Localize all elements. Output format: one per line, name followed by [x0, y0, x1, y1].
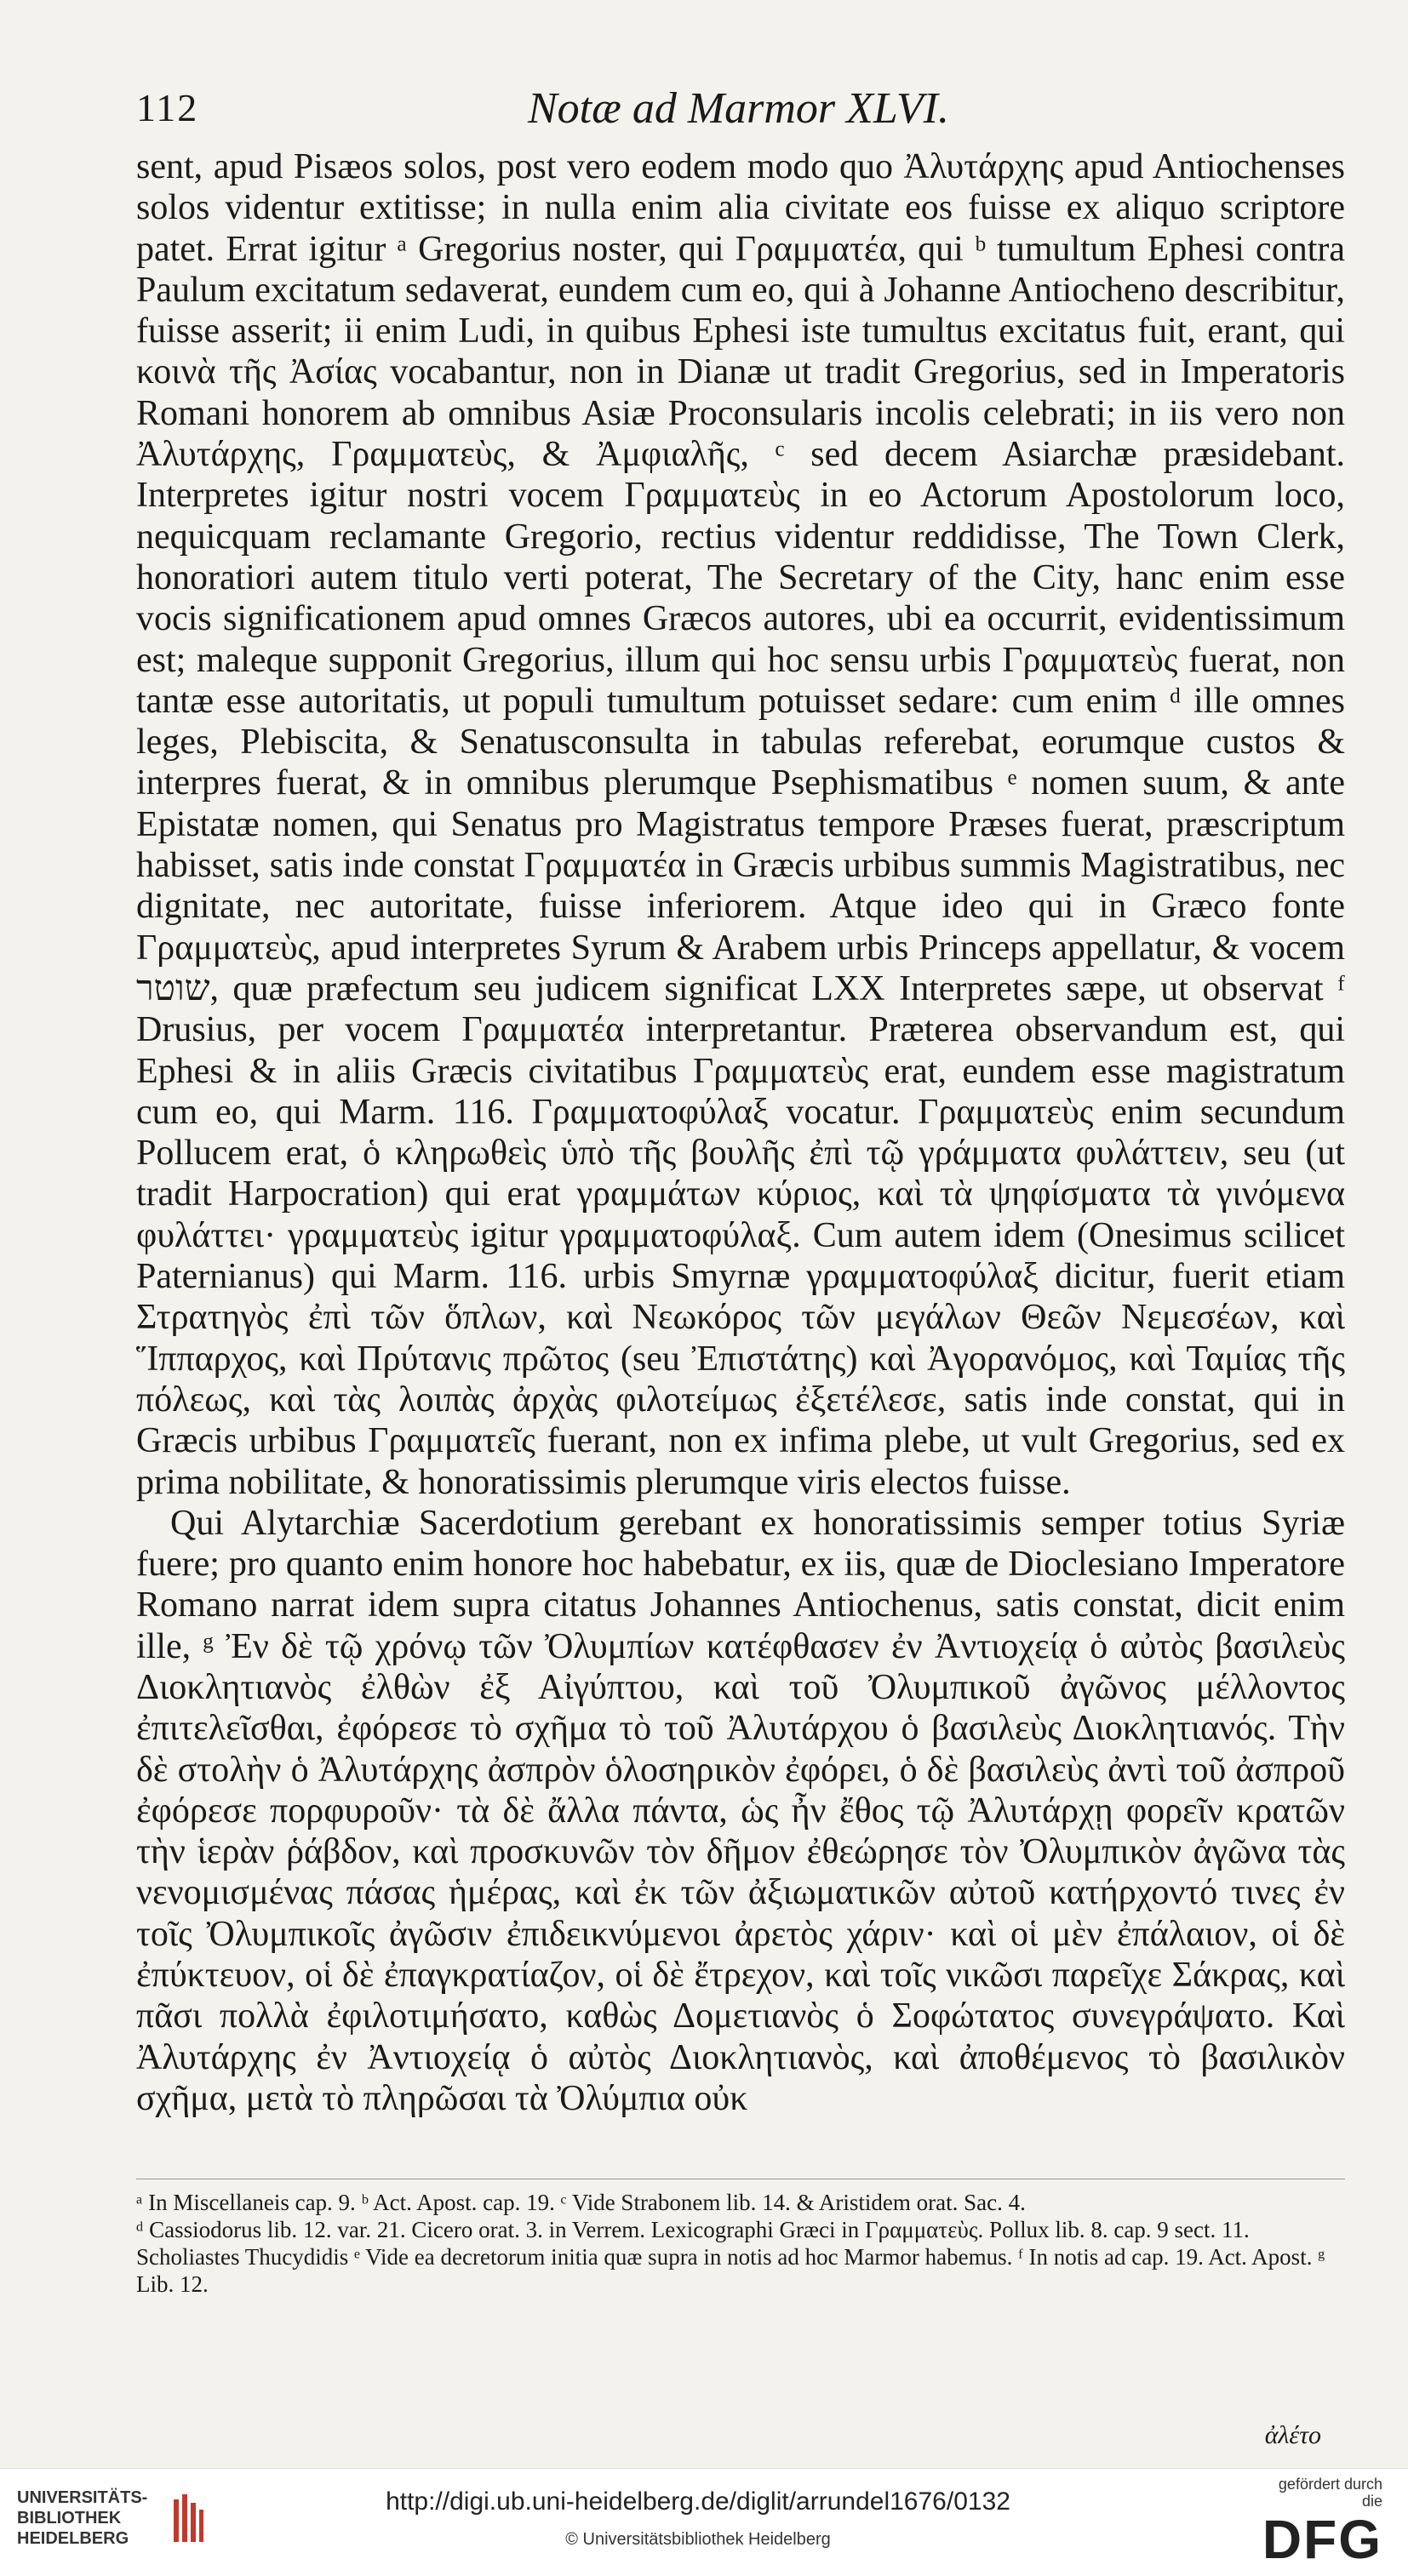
paragraph-2: Qui Alytarchiæ Sacerdotium gerebant ex honoratissimis semper totius Syriæ fuere; pro quanto enim honore hoc habebatur, ex iis, quæ de Dioclesiano Imperatore Romano narrat idem supra citatus Johannes Antiochenus, satis constat, dicit enim ille, ᵍ Ἐν δὲ τῷ χρόνῳ τῶν Ὀλυμπίων κατέφθασεν ἐν Ἀντιοχείᾳ ὁ αὐτὸς βασιλεὺς Διοκλητιανὸς ἐλθὼν ἐξ Αἰγύπτου, καὶ τοῦ Ὀλυμπικοῦ ἀγῶνος μέλλοντος ἐπιτελεῖσθαι, ἐφόρεσε τὸ σχῆμα τὸ τοῦ Ἀλυτάρχου ὁ βασιλεὺς Διοκλητιανός. Τὴν δὲ στολὴν ὁ Ἀλυτάρχης ἀσπρὸν ὁλοσηρικὸν ἐφόρει, ὁ δὲ βασιλεὺς ἀντὶ τοῦ ἀσπροῦ ἐφόρεσε πορφυροῦν· τὰ δὲ ἄλλα πάντα, ὡς ἦν ἔθος τῷ Ἀλυτάρχῃ φορεῖν κρατῶν τὴν ἱερὰν ῥάβδον, καὶ προσκυνῶν τὸν δῆμον ἐθεώρησε τὸν Ὀλυμπικὸν ἀγῶνα τὰς νενομισμένας πάσας ἡμέρας, καὶ ἐκ τῶν ἀξιωματικῶν αὐτοῦ κατήρχοντό τινες ἐν τοῖς Ὀλυμπικοῖς ἀγῶσιν ἐπιδεικνύμενοι ἀρετὸς χάριν· καὶ οἱ μὲν ἐπάλαιον, οἱ δὲ ἐπύκτευον, οἱ δὲ ἐπαγκρατίαζον, οἱ δὲ ἔτρεχον, καὶ τοῖς νικῶσι παρεῖχε Σάκρας, καὶ πᾶσι πολλὰ ἐφιλοτιμήσατο, καθὼς Δομετιανὸς ὁ Σοφώτατος συνεγράψατο. Καὶ Ἀλυτάρχης ἐν Ἀντιοχείᾳ ὁ αὐτὸς Διοκλητιανὸς, καὶ ἀποθέμενος τὸ βασιλικὸν σχῆμα, μετὰ τὸ πληρῶσαι τὰ Ὀλύμπια οὐκ	[136, 1503, 1345, 2118]
dfg-logo[interactable]	[1255, 2476, 1382, 2569]
viewer-footer	[0, 2468, 1408, 2576]
library-emblem-icon	[167, 2491, 209, 2550]
footnote-line-1: ᵃ In Miscellaneis cap. 9. ᵇ Act. Apost. cap. 19. ᶜ Vide Strabonem lib. 14. & Aristidem orat. Sac. 4.	[136, 2190, 1026, 2215]
library-name-line-3: HEIDELBERG	[17, 2529, 129, 2548]
sponsor-label: gefördert durch die	[1278, 2476, 1382, 2510]
catchword: ἀλέτο	[1264, 2421, 1321, 2449]
permalink-url[interactable]: http://digi.ub.uni-heidelberg.de/diglit/arrundel1676/0132	[386, 2487, 1010, 2516]
library-logo[interactable]	[17, 2487, 264, 2556]
main-text	[136, 146, 1345, 2119]
library-name-line-1: UNIVERSITÄTS-	[17, 2488, 148, 2507]
sponsor-name: DFG	[1262, 2509, 1382, 2570]
footnotes	[136, 2189, 1345, 2298]
copyright-notice: © Universitätsbibliothek Heidelberg	[565, 2530, 831, 2549]
library-name-line-2: BIBLIOTHEK	[17, 2509, 122, 2527]
running-title: Notæ ad Marmor XLVI.	[528, 84, 949, 133]
page-header	[136, 85, 1306, 145]
page-number: 112	[136, 86, 199, 129]
footnote-line-2: ᵈ Cassiodorus lib. 12. var. 21. Cicero orat. 3. in Verrem. Lexicographi Græci in Γραμματεὺς. Pollux lib. 8. cap. 9 sect. 11. Scholiastes Thucydidis ᵉ Vide ea decretorum initia quæ supra in notis ad hoc Marmor habemus. ᶠ In notis ad cap. 19. Act. Apost. ᵍ Lib. 12.	[136, 2217, 1325, 2297]
paragraph-1: sent, apud Pisæos solos, post vero eodem modo quo Ἀλυτάρχης apud Antiochenses solos videntur extitisse; in nulla enim alia civitate eos fuisse ex aliquo scriptore patet. Errat igitur ᵃ Gregorius noster, qui Γραμματέα, qui ᵇ tumultum Ephesi contra Paulum excitatum sedaverat, eundem cum eo, qui à Johanne Antiocheno describitur, fuisse asserit; ii enim Ludi, in quibus Ephesi iste tumultus excitatus fuit, erant, qui κοινὰ τῆς Ἀσίας vocabantur, non in Dianæ ut tradit Gregorius, sed in Imperatoris Romani honorem ab omnibus Asiæ Proconsularis incolis celebrati; in iis vero non Ἀλυτάρχης, Γραμματεὺς, & Ἀμφιαλῆς, ᶜ sed decem Asiarchæ præsidebant. Interpretes igitur nostri vocem Γραμματεὺς in eo Actorum Apostolorum loco, nequicquam reclamante Gregorio, rectius videntur reddidisse, The Town Clerk, honoratiori autem titulo verti poterat, The Secretary of the City, hanc enim esse vocis significationem apud omnes Græcos autores, ubi ea occurrit, evidentissimum est; maleque supponit Gregorius, illum qui hoc sensu urbis Γραμματεὺς fuerat, non tantæ esse autoritatis, ut populi tumultum potuisset sedare: cum enim ᵈ ille omnes leges, Plebiscita, & Senatusconsulta in tabulas referebat, eorumque custos & interpres fuerat, & in omnibus plerumque Psephismatibus ᵉ nomen suum, & ante Epistatæ nomen, qui Senatus pro Magistratus tempore Præses fuerat, præscriptum habisset, satis inde constat Γραμματέα in Græcis urbibus summis Magistratibus, nec dignitate, nec autoritate, fuisse inferiorem. Atque ideo qui in Græco fonte Γραμματεὺς, apud interpretes Syrum & Arabem urbis Princeps appellatur, & vocem שוטר, quæ præfectum seu judicem significat LXX Interpretes sæpe, ut observat ᶠ Drusius, per vocem Γραμματέα interpretantur. Præterea observandum est, qui Ephesi & in aliis Græcis civitatibus Γραμματεὺς erat, eundem esse magistratum cum eo, qui Marm. 116. Γραμματοφύλαξ vocatur. Γραμματεὺς enim secundum Pollucem erat, ὁ κληρωθεὶς ὑπὸ τῆς βουλῆς ἐπὶ τῷ γράμματα φυλάττειν, seu (ut tradit Harpocration) qui erat γραμμάτων κύριος, καὶ τὰ ψηφίσματα τὰ γινόμενα φυλάττει· γραμματεὺς igitur γραμματοφύλαξ. Cum autem idem (Onesimus scilicet Paternianus) qui Marm. 116. urbis Smyrnæ γραμματοφύλαξ dicitur, fuerit etiam Στρατηγὸς ἐπὶ τῶν ὅπλων, καὶ Νεωκόρος τῶν μεγάλων Θεῶν Νεμεσέων, καὶ Ἵππαρχος, καὶ Πρύτανις πρῶτος (seu Ἐπιστάτης) καὶ Ἀγορανόμος, καὶ Ταμίας τῆς πόλεως, καὶ τὰς λοιπὰς ἀρχὰς φιλοτείμως ἐξετέλεσε, satis inde constat, qui in Græcis urbibus Γραμματεῖς fuerant, non ex infima plebe, ut vult Gregorius, sed ex prima nobilitate, & honoratissimis plerumque viris electos fuisse.	[136, 147, 1345, 1502]
